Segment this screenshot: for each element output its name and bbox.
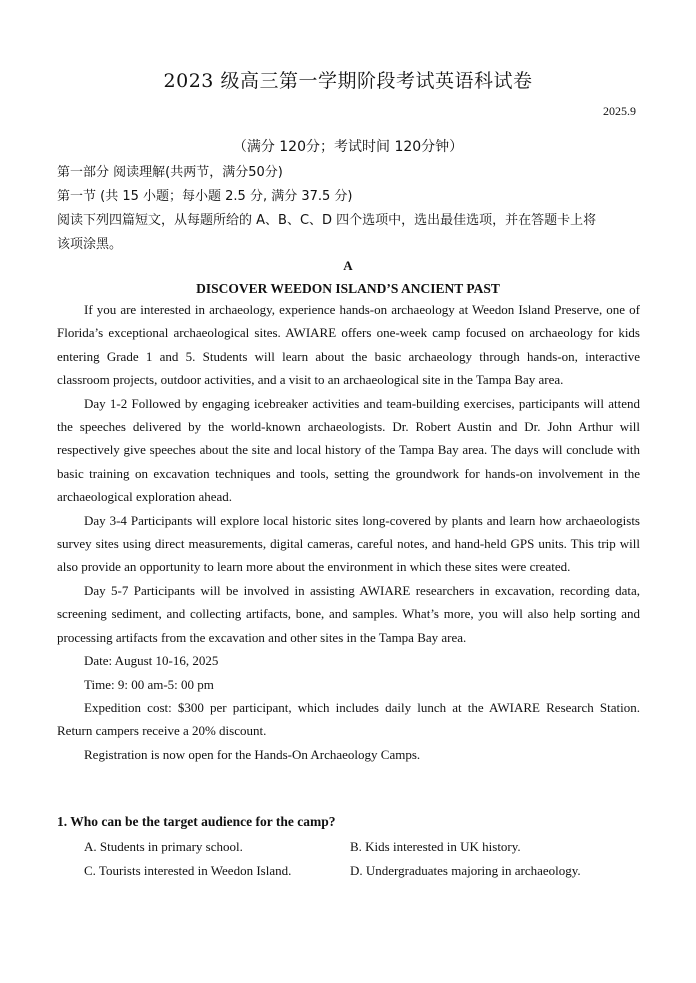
exam-title: 2023 级高三第一学期阶段考试英语科试卷	[163, 70, 533, 92]
passage-body	[57, 298, 640, 766]
passage-paragraph-day-1-2: Day 1-2 Followed by engaging icebreaker activities and team-building exercises, participants will attend the speeches delivered by the world-known archaeologists. Dr. Robert Austin and Dr. John Arthur will respectively give speeches about the site and local history of the Tampa Bay area. The days will conclude with basic training on excavation techniques and tools, setting the groundwork for hands-on involvement in the archaeological exploration ahead.	[57, 395, 640, 505]
option-b: B. Kids interested in UK history.	[350, 839, 521, 854]
option-c: C. Tourists interested in Weedon Island.	[84, 863, 292, 878]
passage-paragraph-intro: If you are interested in archaeology, experience hands-on archaeology at Weedon Island Preserve, one of Florida’s exceptional archaeological sites. AWIARE offers one-week camp focused on archaeology for kids entering Grade 1 and 5. Students will learn about the basic archaeology through hands-on, interactive classroom projects, outdoor activities, and a visit to an archaeological site in the Tampa Bay area.	[57, 302, 640, 388]
camp-registration: Registration is now open for the Hands-On Archaeology Camps.	[84, 746, 421, 762]
option-d: D. Undergraduates majoring in archaeology.	[350, 863, 581, 878]
passage-paragraph-day-3-4: Day 3-4 Participants will explore local historic sites long-covered by plants and learn how archaeologists survey sites using direct measurements, digital cameras, careful notes, and hand-held GPS units. This trip will also provide an opportunity to learn more about the environment in which these sites were created.	[57, 512, 640, 575]
passage-title: DISCOVER WEEDON ISLAND’S ANCIENT PAST	[196, 281, 500, 296]
camp-time: Time: 9: 00 am-5: 00 pm	[84, 676, 214, 692]
score-time-line: （满分 120分；考试时间 120分钟）	[232, 139, 464, 155]
instruction-line-2: 该项涂黑。	[57, 237, 123, 252]
question-1: 1. Who can be the target audience for the camp?	[57, 814, 336, 829]
camp-date: Date: August 10-16, 2025	[84, 653, 219, 669]
instruction-line-1: 阅读下列四篇短文，从每题所给的 A、B、C、D 四个选项中，选出最佳选项，并在答题卡上将	[57, 213, 597, 228]
section-title: 第一节 (共 15 小题；每小题 2.5 分, 满分 37.5 分)	[57, 189, 353, 204]
passage-paragraph-day-5-7: Day 5-7 Participants will be involved in assisting AWIARE researchers in excavation, recording data, screening sediment, and collecting artifacts, bone, and samples. What’s more, you will also help sorting and processing artifacts from the excavation and other sites in the Tampa Bay area.	[57, 582, 640, 645]
option-a: A. Students in primary school.	[84, 839, 243, 854]
camp-cost: Expedition cost: $300 per participant, which includes daily lunch at the AWIARE Research Station. Return campers receive a 20% discount.	[57, 699, 640, 739]
exam-date: 2025.9	[603, 104, 636, 118]
part-title: 第一部分 阅读理解(共两节，满分50分)	[57, 165, 283, 180]
section-letter: A	[343, 258, 353, 273]
